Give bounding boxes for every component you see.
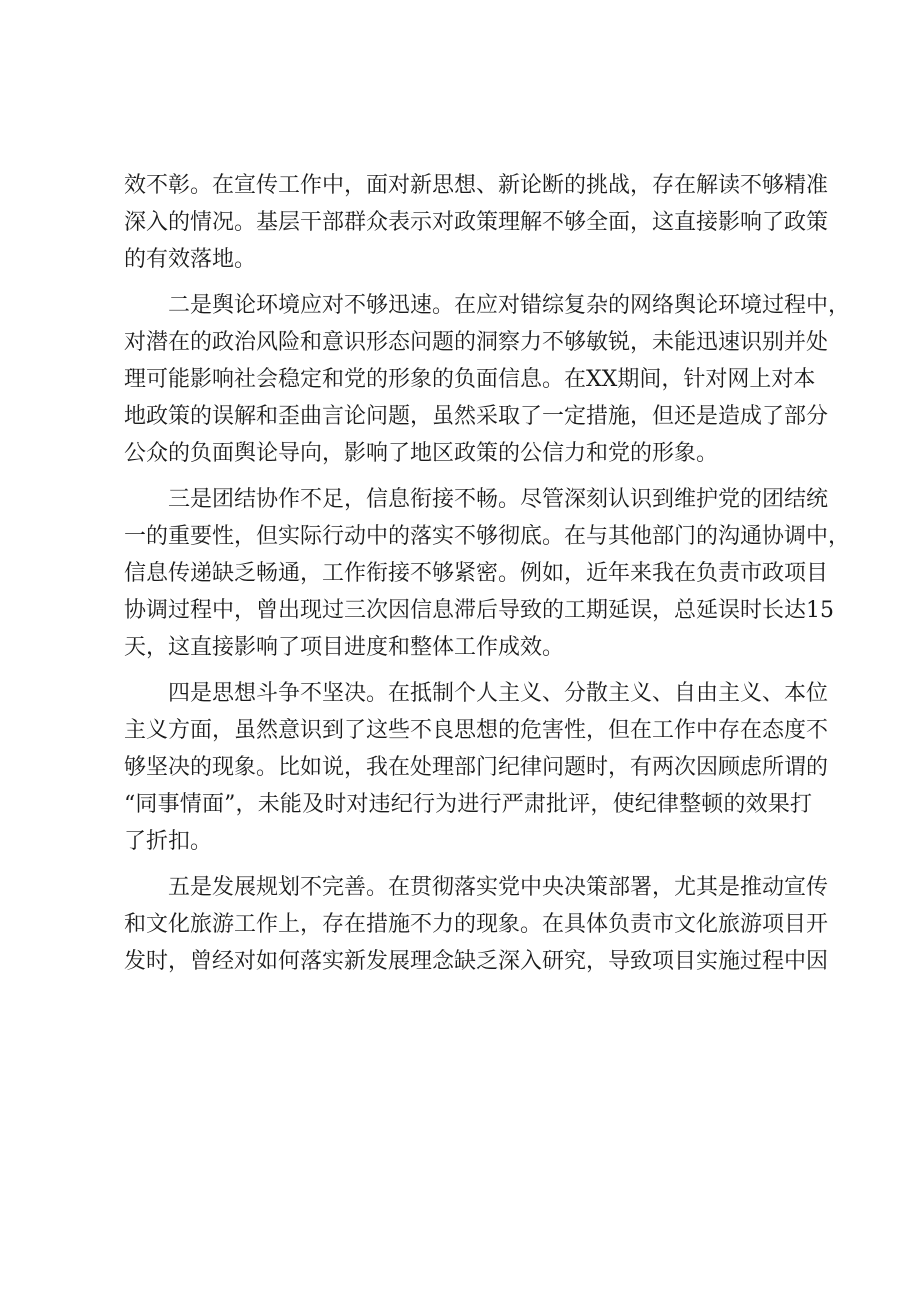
paragraph-5 (124, 869, 829, 980)
text-line: 协调过程中，曾出现过三次因信息滞后导致的工期延误，总延误时长达15 (124, 598, 834, 623)
text-line: 一的重要性，但实际行动中的落实不够彻底。在与其他部门的沟通协调中， (124, 524, 851, 549)
text-line: “同事情面”，未能及时对违纪行为进行严肃批评，使纪律整顿的效果打 (124, 792, 812, 817)
paragraph-1 (124, 167, 829, 278)
paragraph-3 (124, 481, 851, 666)
text-line: 三是团结协作不足，信息衔接不畅。尽管深刻认识到维护党的团结统 (168, 487, 829, 512)
document-body (124, 167, 851, 980)
text-line: 主义方面，虽然意识到了这些不良思想的危害性，但在工作中存在态度不 (124, 718, 829, 743)
text-line: 和文化旅游工作上，存在措施不力的现象。在具体负责市文化旅游项目开 (124, 912, 829, 937)
text-line: 信息传递缺乏畅通，工作衔接不够紧密。例如，近年来我在负责市政项目 (124, 561, 829, 586)
text-line: 四是思想斗争不坚决。在抵制个人主义、分散主义、自由主义、本位 (168, 681, 829, 706)
paragraph-4 (124, 675, 829, 860)
paragraph-2 (124, 287, 851, 472)
text-line: 够坚决的现象。比如说，我在处理部门纪律问题时，有两次因顾虑所谓的 (124, 755, 829, 780)
text-line: 公众的负面舆论导向，影响了地区政策的公信力和党的形象。 (124, 441, 719, 466)
text-line: 二是舆论环境应对不够迅速。在应对错综复杂的网络舆论环境过程中， (168, 293, 851, 318)
text-line: 效不彰。在宣传工作中，面对新思想、新论断的挑战，存在解读不够精准 (124, 173, 829, 198)
text-line: 对潜在的政治风险和意识形态问题的洞察力不够敏锐，未能迅速识别并处 (124, 330, 829, 355)
text-line: 理可能影响社会稳定和党的形象的负面信息。在XX期间，针对网上对本 (124, 367, 816, 392)
text-line: 了折扣。 (124, 829, 213, 854)
text-line: 发时，曾经对如何落实新发展理念缺乏深入研究，导致项目实施过程中因 (124, 949, 829, 974)
text-line: 深入的情况。基层干部群众表示对政策理解不够全面，这直接影响了政策 (124, 210, 829, 235)
text-line: 五是发展规划不完善。在贯彻落实党中央决策部署，尤其是推动宣传 (168, 875, 829, 900)
text-line: 天，这直接影响了项目进度和整体工作成效。 (124, 635, 565, 660)
text-line: 地政策的误解和歪曲言论问题，虽然采取了一定措施，但还是造成了部分 (124, 404, 829, 429)
text-line: 的有效落地。 (124, 247, 257, 272)
